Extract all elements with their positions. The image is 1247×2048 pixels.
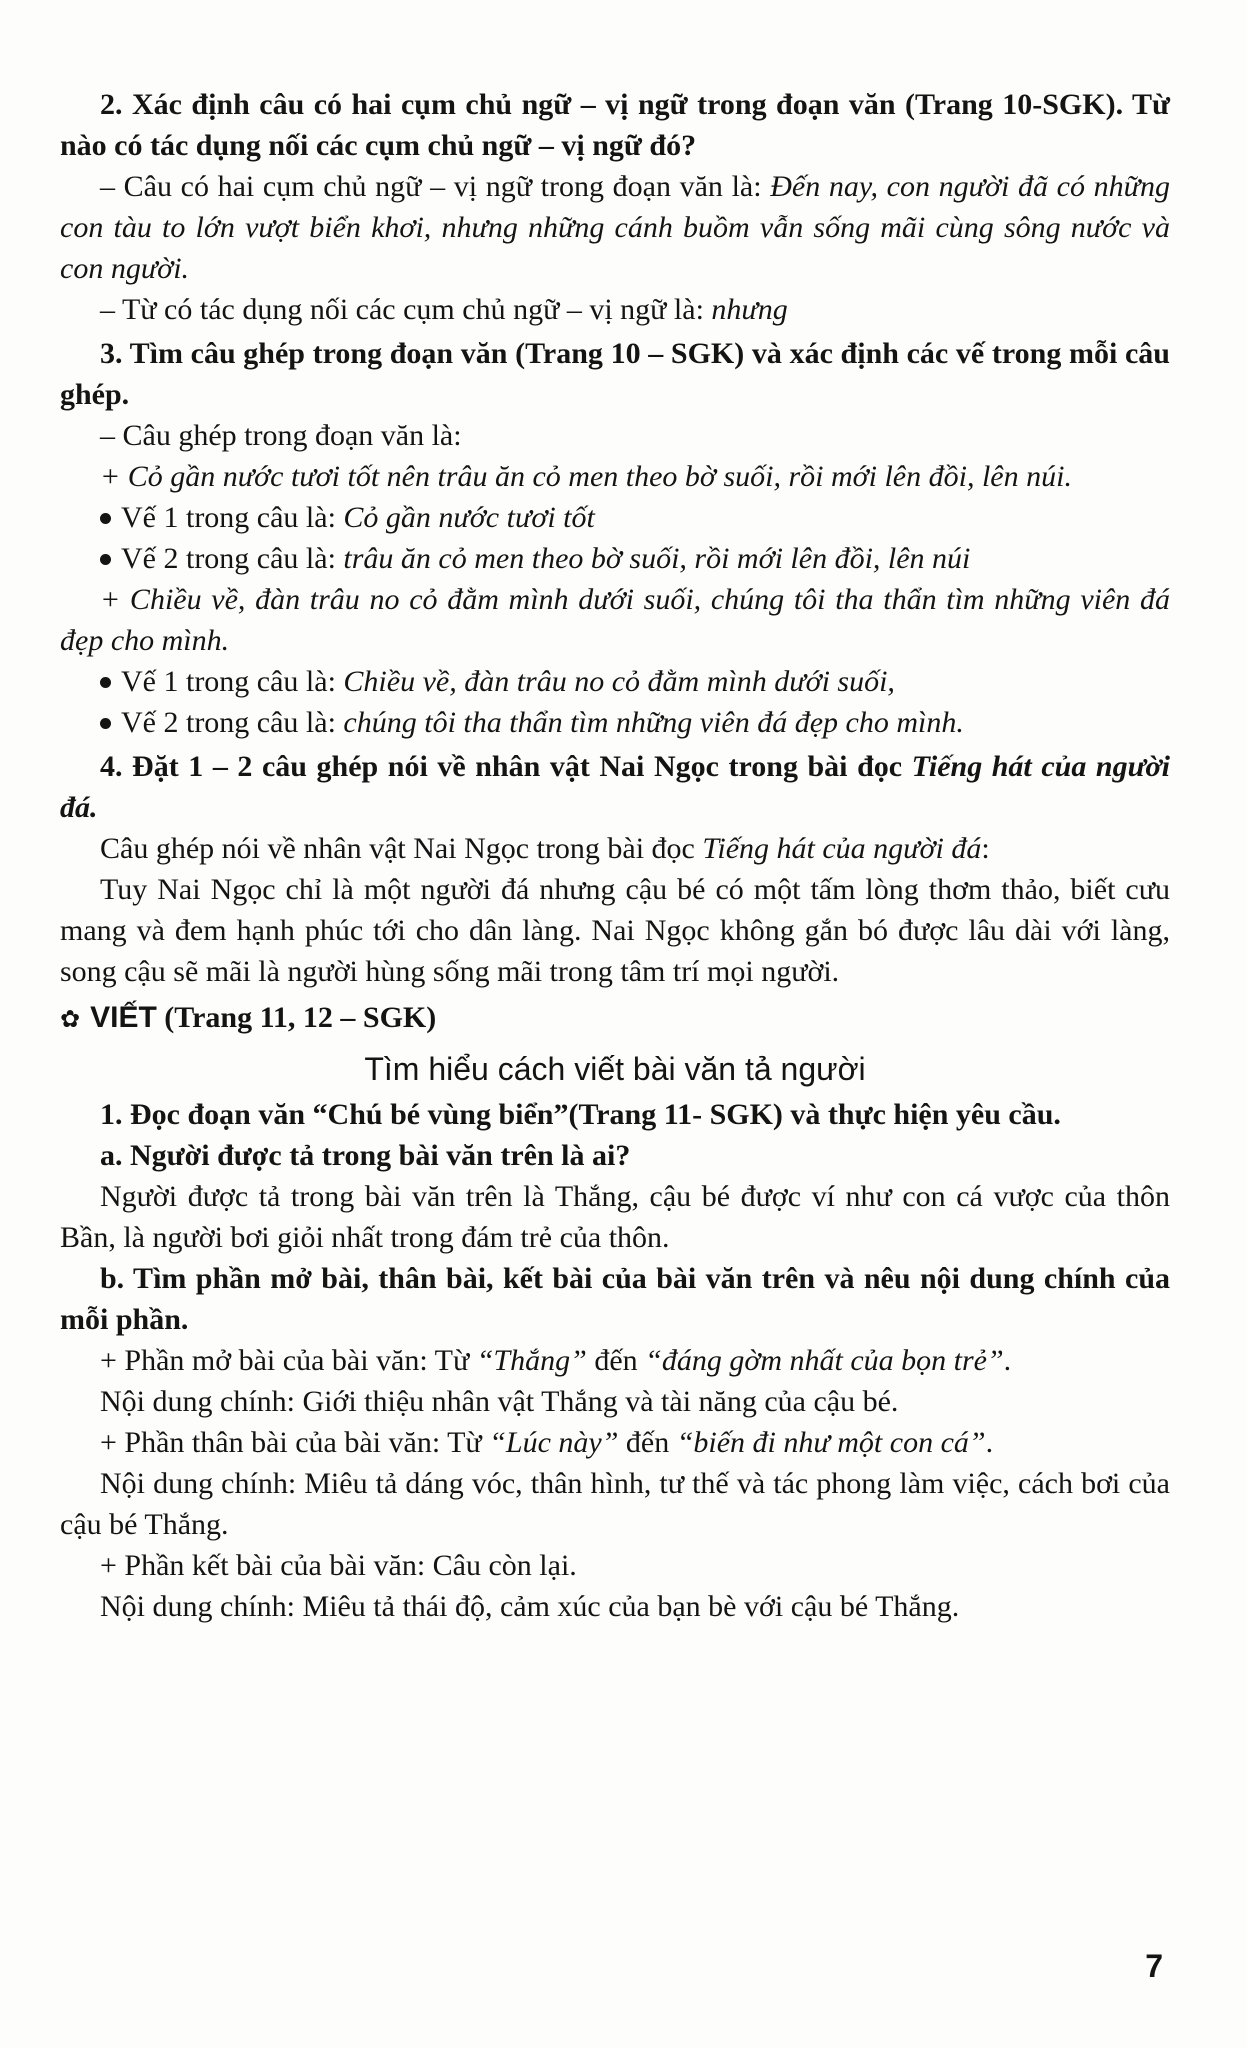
section-subheading: Tìm hiểu cách viết bài văn tả người	[364, 1051, 866, 1087]
clause-lead: Vế 1 trong câu là:	[121, 665, 344, 698]
q4-title-book: Tiếng hát của người đá.	[60, 750, 1170, 824]
q2-answer-1-lead: – Câu có hai cụm chủ ngữ – vị ngữ trong đoạn văn là:	[100, 170, 771, 203]
q2-answer-1	[60, 166, 1170, 289]
mo-bai-lead: + Phần mở bài của bài văn: Từ	[100, 1344, 477, 1377]
mo-bai-from: “Thắng”	[476, 1344, 587, 1377]
w1-ket-bai-content: Nội dung chính: Miêu tả thái độ, cảm xúc của bạn bè với cậu bé Thắng.	[100, 1590, 960, 1623]
clause-text: Chiều về, đàn trâu no cỏ đằm mình dưới suối,	[343, 665, 895, 698]
mo-bai-to: “đáng gờm nhất của bọn trẻ”	[645, 1344, 1004, 1377]
than-bai-from: “Lúc này”	[489, 1426, 619, 1459]
bullet-icon	[100, 554, 111, 565]
q2-answer-2	[60, 289, 1170, 330]
q3-sentence-2: + Chiều về, đàn trâu no cỏ đằm mình dưới suối, chúng tôi tha thẩn tìm những viên đá đẹp cho mình.	[60, 583, 1170, 657]
bullet-icon	[100, 677, 111, 688]
page-content	[60, 84, 1170, 1627]
w1-than-bai	[60, 1422, 1170, 1463]
q2-answer-1-quote: Đến nay, con người đã có những con tàu to lớn vượt biển khơi, nhưng những cánh buồm vẫn sống mãi cùng sông nước và con người.	[60, 170, 1170, 285]
q4-answer: Tuy Nai Ngọc chỉ là một người đá nhưng cậu bé có một tấm lòng thơm thảo, biết cưu mang và đem hạnh phúc tới cho dân làng. Nai Ngọc không gắn bó được lâu dài với làng, song cậu sẽ mãi là người hùng sống mãi trong tâm trí mọi người.	[60, 873, 1170, 988]
page-number: 7	[1145, 1948, 1163, 1984]
q3-intro: – Câu ghép trong đoạn văn là:	[100, 419, 462, 452]
q4-intro-book: Tiếng hát của người đá	[702, 832, 982, 865]
clause-text: trâu ăn cỏ men theo bờ suối, rồi mới lên đồi, lên núi	[343, 542, 971, 575]
w1-b-title: b. Tìm phần mở bài, thân bài, kết bài của bài văn trên và nêu nội dung chính của mỗi phần.	[60, 1262, 1170, 1336]
q3-s2-clause-1	[60, 661, 1170, 702]
q3-sentence-1: + Cỏ gần nước tươi tốt nên trâu ăn cỏ men theo bờ suối, rồi mới lên đồi, lên núi.	[100, 460, 1072, 493]
section-pages: (Trang 11, 12 – SGK)	[156, 1001, 437, 1034]
w1-mo-bai-content: Nội dung chính: Giới thiệu nhân vật Thắng và tài năng của cậu bé.	[100, 1385, 899, 1418]
clause-lead: Vế 2 trong câu là:	[121, 706, 344, 739]
bullet-icon	[100, 513, 111, 524]
section-label: VIẾT	[90, 1001, 157, 1034]
mo-bai-end: .	[1003, 1344, 1012, 1377]
clause-lead: Vế 2 trong câu là:	[121, 542, 344, 575]
w1-a-answer: Người được tả trong bài văn trên là Thắng, cậu bé được ví như con cá vược của thôn Bần, là người bơi giỏi nhất trong đám trẻ của thôn.	[60, 1180, 1170, 1254]
w1-than-bai-content: Nội dung chính: Miêu tả dáng vóc, thân hình, tư thế và tác phong làm việc, cách bơi của cậu bé Thắng.	[60, 1467, 1170, 1541]
q2-answer-2-lead: – Từ có tác dụng nối các cụm chủ ngữ – vị ngữ là:	[100, 293, 712, 326]
than-bai-mid: đến	[618, 1426, 677, 1459]
section-heading	[60, 996, 1170, 1042]
w1-ket-bai: + Phần kết bài của bài văn: Câu còn lại.	[100, 1549, 577, 1582]
q4-intro-lead: Câu ghép nói về nhân vật Nai Ngọc trong bài đọc	[100, 832, 703, 865]
w1-a-title: a. Người được tả trong bài văn trên là ai?	[100, 1139, 631, 1172]
clause-lead: Vế 1 trong câu là:	[121, 501, 344, 534]
w1-mo-bai	[60, 1340, 1170, 1381]
q4-intro	[60, 828, 1170, 869]
question-3-title: 3. Tìm câu ghép trong đoạn văn (Trang 10 – SGK) và xác định các vế trong mỗi câu ghép.	[60, 337, 1170, 411]
flower-icon: ✿	[60, 1006, 81, 1033]
q4-title-lead: 4. Đặt 1 – 2 câu ghép nói về nhân vật Nai Ngọc trong bài đọc	[100, 750, 912, 783]
q2-answer-2-word: nhưng	[711, 293, 788, 326]
w1-title: 1. Đọc đoạn văn “Chú bé vùng biển”(Trang 11- SGK) và thực hiện yêu cầu.	[100, 1098, 1061, 1131]
clause-text: chúng tôi tha thẩn tìm những viên đá đẹp cho mình.	[343, 706, 964, 739]
than-bai-end: .	[985, 1426, 994, 1459]
than-bai-lead: + Phần thân bài của bài văn: Từ	[100, 1426, 490, 1459]
mo-bai-mid: đến	[586, 1344, 646, 1377]
q3-s2-clause-2	[60, 702, 1170, 743]
question-2-title: 2. Xác định câu có hai cụm chủ ngữ – vị ngữ trong đoạn văn (Trang 10-SGK). Từ nào có tác dụng nối các cụm chủ ngữ – vị ngữ đó?	[60, 88, 1170, 162]
clause-text: Cỏ gần nước tươi tốt	[343, 501, 595, 534]
than-bai-to: “biến đi như một con cá”	[676, 1426, 986, 1459]
q4-intro-colon: :	[981, 832, 990, 865]
bullet-icon	[100, 718, 111, 729]
q3-s1-clause-2	[60, 538, 1170, 579]
q3-s1-clause-1	[60, 497, 1170, 538]
question-4-title	[60, 746, 1170, 828]
